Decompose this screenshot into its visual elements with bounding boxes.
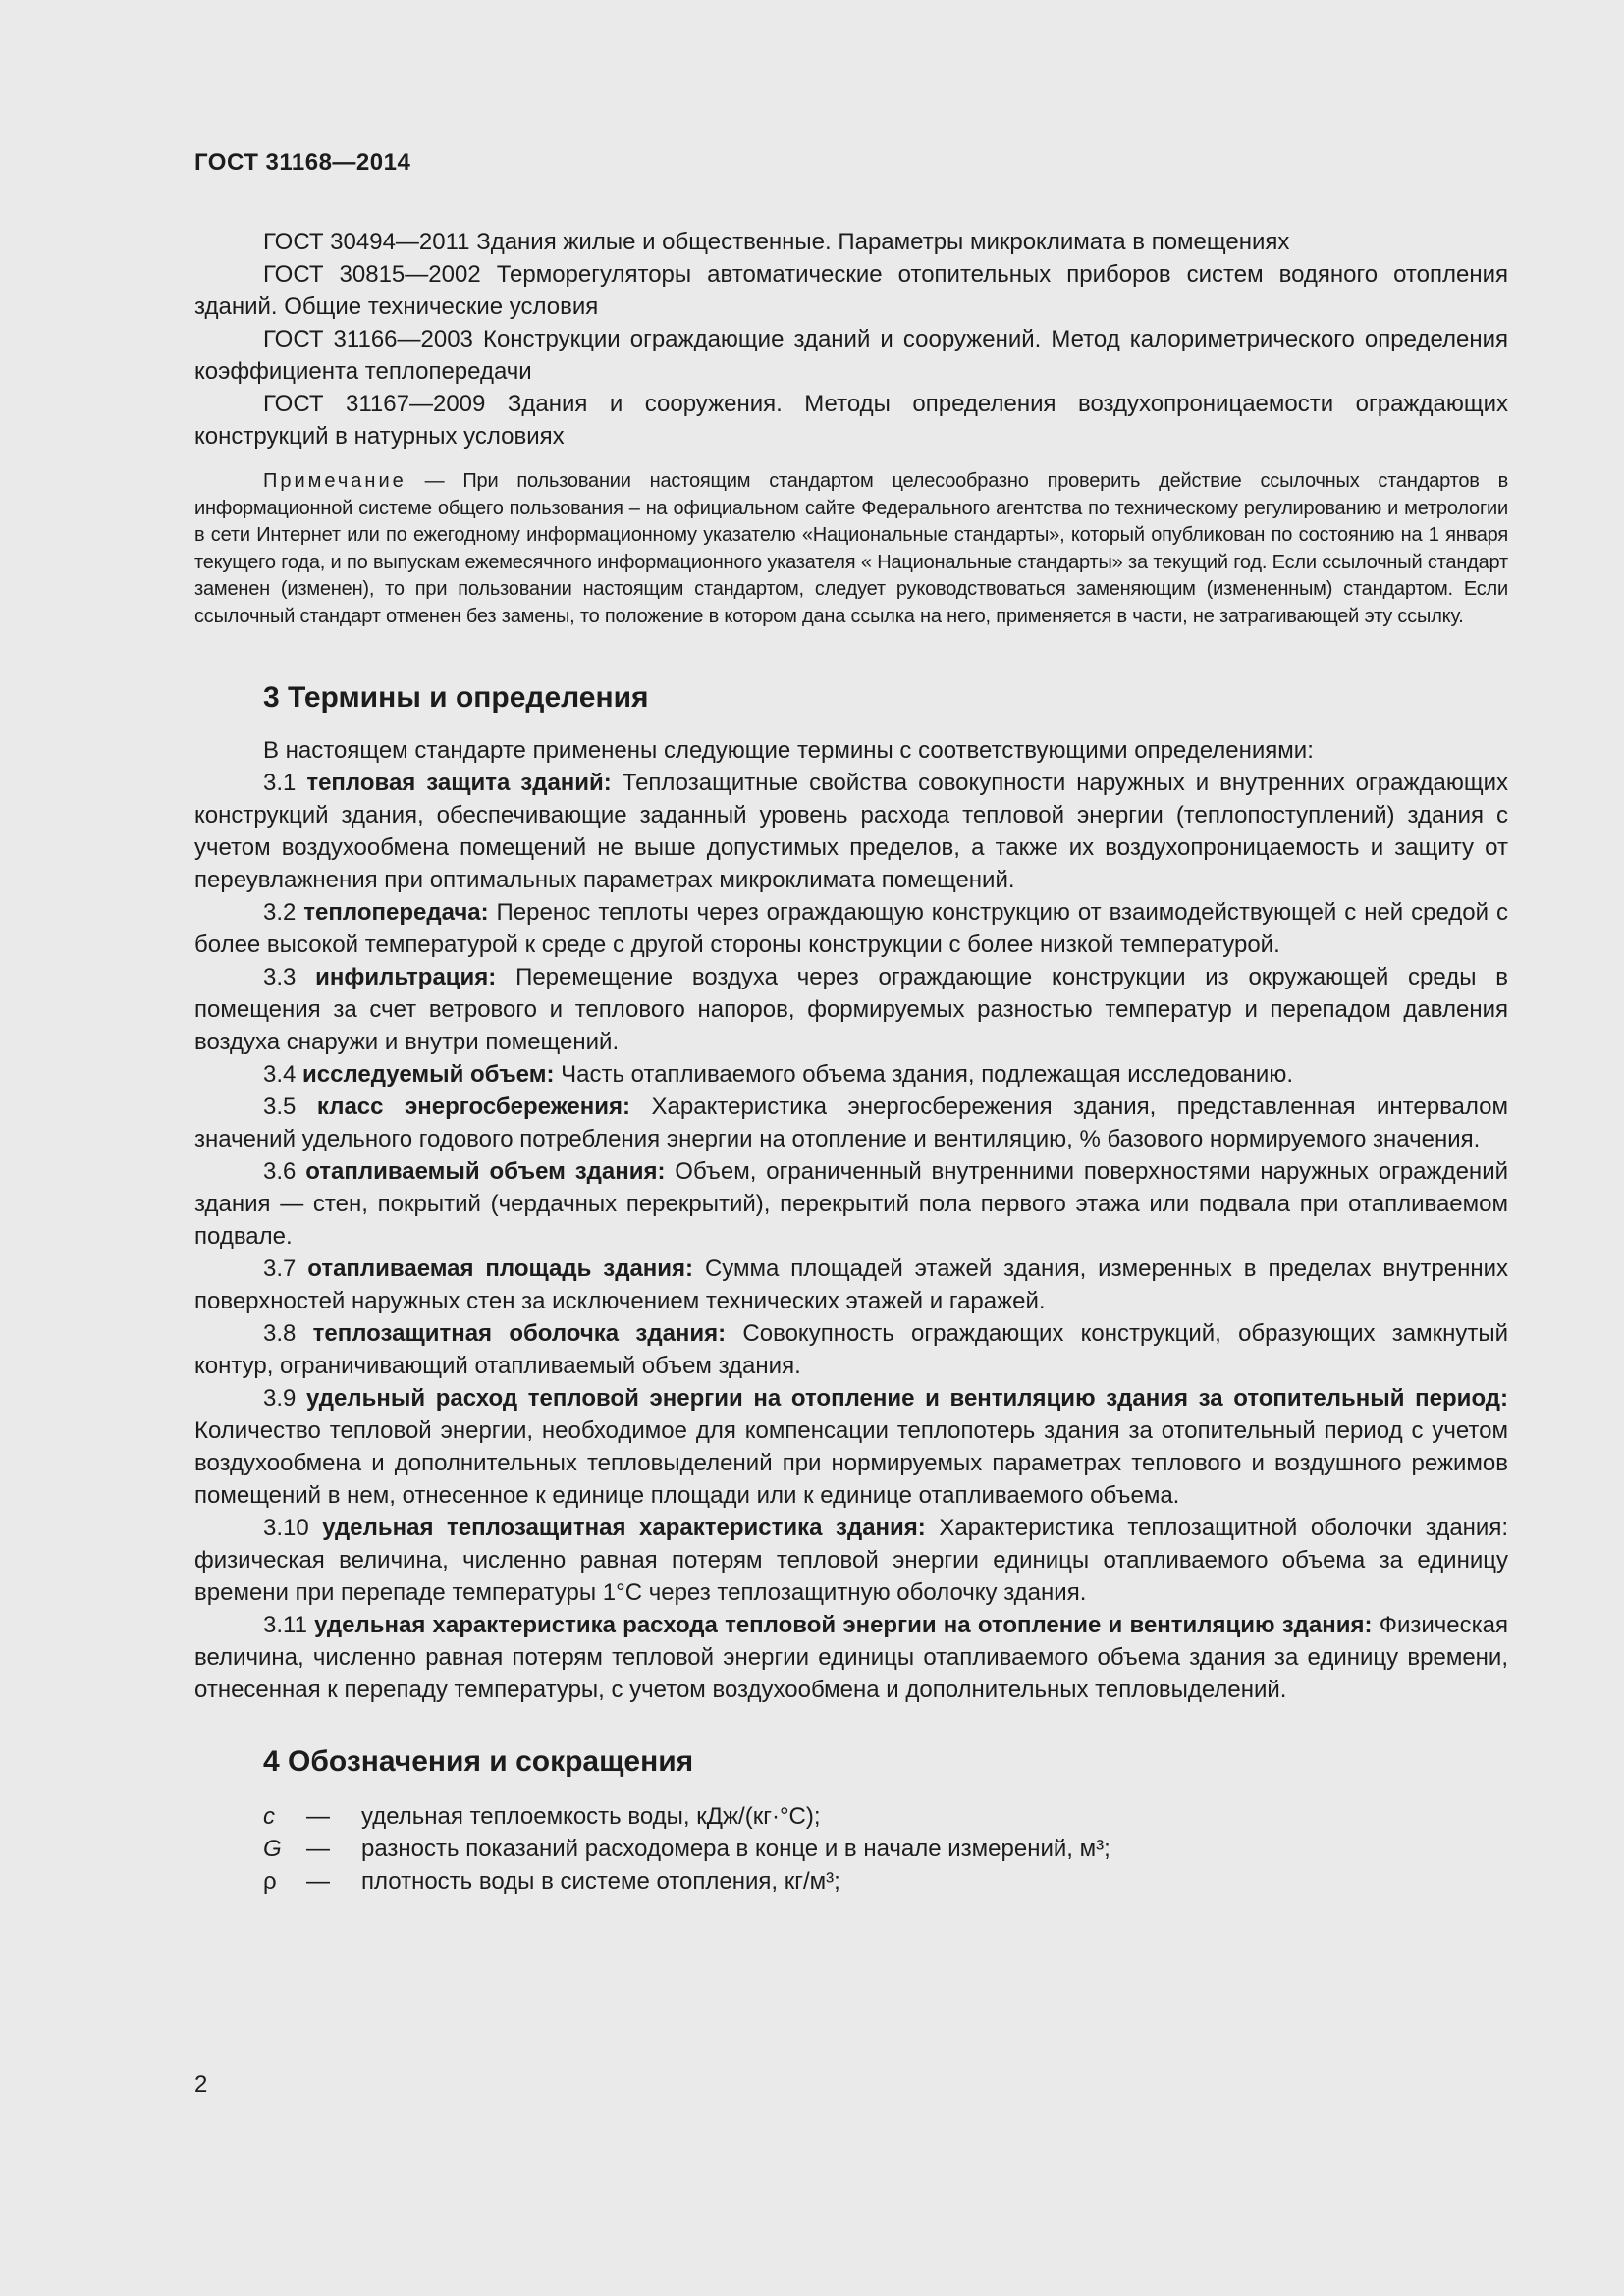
term-definition: Объем, ограниченный внутренними поверхностями наружных ограждений здания — стен, покрытий (чердачных перекрытий), перекрытий пола первого этажа или подвала при отапливаемом подвале.: [194, 1158, 1509, 1250]
term-item: 3.10 удельная теплозащитная характеристика здания: Характеристика теплозащитной оболочки здания: физическая величина, численно равная потерям тепловой энергии единицы отапливаемого объема за единицу времени при перепаде температуры 1°С через теплозащитную оболочку здания.: [194, 1515, 1508, 1606]
reference-item: ГОСТ 30815—2002 Терморегуляторы автоматические отопительных приборов систем водяного отопления зданий. Общие технические условия: [194, 261, 1508, 320]
note: [194, 468, 1508, 630]
term-name: теплопередача:: [303, 899, 489, 926]
symbol-row: [194, 1800, 1508, 1833]
term-definition: Перемещение воздуха через ограждающие конструкции из окружающей среды в помещения за счет ветрового и теплового напоров, формируемых разностью температур и перепадом давления воздуха снаружи и внутри помещений.: [194, 964, 1508, 1055]
symbol: c: [263, 1803, 275, 1830]
symbol-description: разность показаний расходомера в конце и в начале измерений, м³;: [361, 1836, 1110, 1862]
term-item: 3.5 класс энергосбережения: Характеристика энергосбережения здания, представленная интервалом значений удельного годового потребления энергии на отопление и вентиляцию, % базового нормируемого значения.: [194, 1094, 1509, 1152]
symbol: G: [263, 1836, 282, 1862]
term-definition: Количество тепловой энергии, необходимое для компенсации теплопотерь здания за отопительный период с учетом воздухообмена и дополнительных тепловыделений при нормируемых параметрах теплового и воздушного режимов помещений в нем, отнесенное к единице площади или к единице отапливаемого объема.: [194, 1417, 1508, 1509]
term-item: 3.2 теплопередача: Перенос теплоты через ограждающую конструкцию от взаимодействующей с ней средой с более высокой температурой к среде с другой стороны конструкции с более низкой температурой.: [194, 899, 1508, 958]
reference-item: ГОСТ 30494—2011 Здания жилые и общественные. Параметры микроклимата в помещениях: [263, 229, 1290, 255]
term-item: 3.7 отапливаемая площадь здания: Сумма площадей этажей здания, измеренных в пределах внутренних поверхностей наружных стен за исключением технических этажей и гаражей.: [194, 1255, 1509, 1314]
term-definition: Характеристика энергосбережения здания, представленная интервалом значений удельного годового потребления энергии на отопление и вентиляцию, % базового нормируемого значения.: [194, 1094, 1509, 1152]
term-definition: Совокупность ограждающих конструкций, образующих замкнутый контур, ограничивающий отапливаемый объем здания.: [194, 1320, 1508, 1379]
page-content: [194, 226, 1508, 1897]
term-name: удельная характеристика расхода тепловой энергии на отопление и вентиляцию здания:: [314, 1612, 1373, 1638]
term-name: тепловая защита зданий:: [306, 770, 612, 796]
term-definition: Физическая величина, численно равная потерям тепловой энергии единицы отапливаемого объема здания за единицу времени, отнесенная к перепаду температуры, с учетом воздухообмена и дополнительных тепловыделений.: [194, 1612, 1508, 1703]
symbol-row: [194, 1865, 1508, 1897]
section-4-title: 4 Обозначения и сокращения: [263, 1745, 694, 1778]
term-name: отапливаемый объем здания:: [305, 1158, 666, 1185]
term-name: исследуемый объем:: [302, 1061, 555, 1088]
term-item: 3.4 исследуемый объем: Часть отапливаемого объема здания, подлежащая исследованию.: [263, 1061, 1293, 1088]
document-header: ГОСТ 31168—2014: [194, 149, 411, 176]
term-item: 3.6 отапливаемый объем здания: Объем, ограниченный внутренними поверхностями наружных ограждений здания — стен, покрытий (чердачных перекрытий), перекрытий пола первого этажа или подвала при отапливаемом подвале.: [194, 1158, 1509, 1250]
symbols-list: [194, 1800, 1508, 1897]
term-name: удельная теплозащитная характеристика здания:: [322, 1515, 926, 1541]
term-name: отапливаемая площадь здания:: [307, 1255, 694, 1282]
symbol-dash: —: [306, 1868, 330, 1895]
term-definition: Часть отапливаемого объема здания, подлежащая исследованию.: [554, 1061, 1293, 1088]
term-item: 3.8 теплозащитная оболочка здания: Совокупность ограждающих конструкций, образующих замкнутый контур, ограничивающий отапливаемый объем здания.: [194, 1320, 1508, 1379]
term-item: 3.1 тепловая защита зданий: Теплозащитные свойства совокупности наружных и внутренних ограждающих конструкций здания, обеспечивающие заданный уровень расхода тепловой энергии (теплопоступлений) здания с учетом воздухообмена помещений не выше допустимых пределов, а также их воздухопроницаемость и защиту от переувлажнения при оптимальных параметрах микроклимата помещений.: [194, 770, 1509, 893]
term-name: удельный расход тепловой энергии на отопление и вентиляцию здания за отопительный период:: [306, 1385, 1509, 1412]
term-definition: Характеристика теплозащитной оболочки здания: физическая величина, численно равная потерям тепловой энергии единицы отапливаемого объема за единицу времени при перепаде температуры 1°С через теплозащитную оболочку здания.: [194, 1515, 1508, 1606]
term-name: класс энергосбережения:: [316, 1094, 631, 1120]
term-name: теплозащитная оболочка здания:: [312, 1320, 727, 1347]
term-definition: Сумма площадей этажей здания, измеренных в пределах внутренних поверхностей наружных стен за исключением технических этажей и гаражей.: [194, 1255, 1509, 1314]
page-number: 2: [194, 2071, 208, 2098]
reference-item: ГОСТ 31167—2009 Здания и сооружения. Методы определения воздухопроницаемости ограждающих конструкций в натурных условиях: [194, 391, 1508, 450]
term-definition: Перенос теплоты через ограждающую конструкцию от взаимодействующей с ней средой с более высокой температурой к среде с другой стороны конструкции с более низкой температурой.: [194, 899, 1508, 958]
note-text: — При пользовании настоящим стандартом целесообразно проверить действие ссылочных стандартов в информационной системе общего пользования – на официальном сайте Федерального агентства по техническому регулированию и метрологии в сети Интернет или по ежегодному информационному указателю «Национальные стандарты», который опубликован по состоянию на 1 января текущего года, и по выпускам ежемесячного информационного указателя « Национальные стандарты» за текущий год. Если ссылочный стандарт заменен (изменен), то при пользовании настоящим стандартом, следует руководствоваться заменяющим (измененным) стандартом. Если ссылочный стандарт отменен без замены, то положение в котором дана ссылка на него, применяется в части, не затрагивающей эту ссылку.: [194, 470, 1508, 627]
symbol-description: удельная теплоемкость воды, кДж/(кг·°С);: [361, 1803, 821, 1830]
section-3-title: 3 Термины и определения: [263, 681, 649, 714]
term-item: 3.11 удельная характеристика расхода тепловой энергии на отопление и вентиляцию здания: Физическая величина, численно равная потерям тепловой энергии единицы отапливаемого объема здания за единицу времени, отнесенная к перепаду температуры, с учетом воздухообмена и дополнительных тепловыделений.: [194, 1612, 1508, 1703]
section-3-intro: В настоящем стандарте применены следующие термины с соответствующими определениями:: [263, 737, 1314, 764]
term-item: 3.3 инфильтрация: Перемещение воздуха через ограждающие конструкции из окружающей среды в помещения за счет ветрового и теплового напоров, формируемых разностью температур и перепадом давления воздуха снаружи и внутри помещений.: [194, 964, 1508, 1055]
symbol-row: [194, 1833, 1508, 1865]
term-definition: Теплозащитные свойства совокупности наружных и внутренних ограждающих конструкций здания, обеспечивающие заданный уровень расхода тепловой энергии (теплопоступлений) здания с учетом воздухообмена помещений не выше допустимых пределов, а также их воздухопроницаемость и защиту от переувлажнения при оптимальных параметрах микроклимата помещений.: [194, 770, 1509, 893]
symbol: ρ: [263, 1868, 277, 1895]
symbol-dash: —: [306, 1836, 330, 1862]
note-label: Примечание: [263, 470, 406, 492]
term-name: инфильтрация:: [315, 964, 497, 990]
symbol-dash: —: [306, 1803, 330, 1830]
normative-references: [194, 226, 1508, 453]
reference-item: ГОСТ 31166—2003 Конструкции ограждающие зданий и сооружений. Метод калориметрического определения коэффициента теплопередачи: [194, 326, 1508, 385]
term-item: 3.9 удельный расход тепловой энергии на отопление и вентиляцию здания за отопительный период: Количество тепловой энергии, необходимое для компенсации теплопотерь здания за отопительный период с учетом воздухообмена и дополнительных тепловыделений при нормируемых параметрах теплового и воздушного режимов помещений в нем, отнесенное к единице площади или к единице отапливаемого объема.: [194, 1385, 1509, 1509]
symbol-description: плотность воды в системе отопления, кг/м³;: [361, 1868, 840, 1895]
